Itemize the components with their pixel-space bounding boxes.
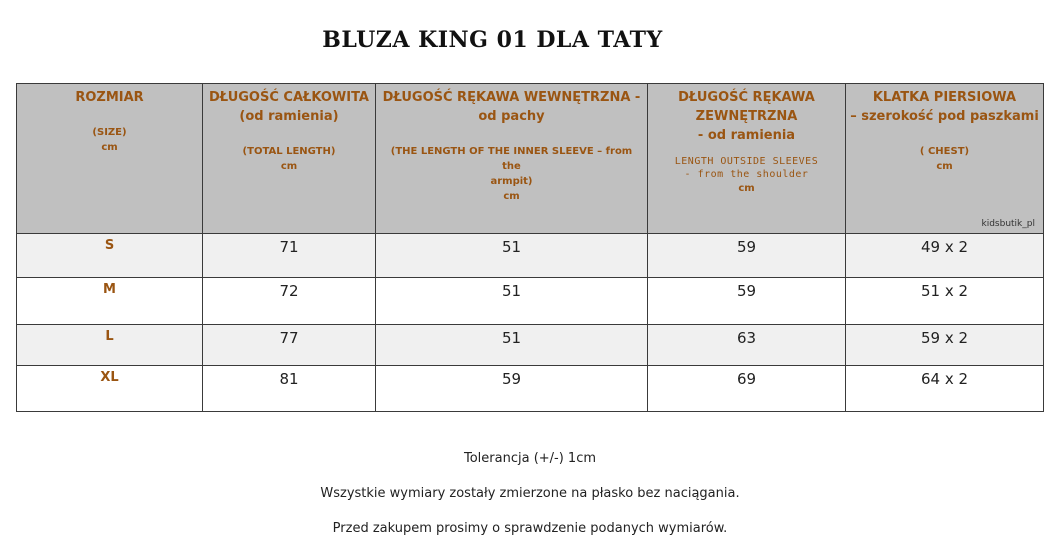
header-subtitle: armpit) <box>490 176 533 187</box>
header-unit: cm <box>503 191 520 202</box>
outer-sleeve-cell: 59 <box>648 234 846 278</box>
header-size <box>17 84 203 234</box>
header-subtitle: - from the shoulder <box>684 169 809 180</box>
chest-cell: 64 x 2 <box>846 366 1044 412</box>
chest-cell: 59 x 2 <box>846 325 1044 366</box>
header-title: od pachy <box>478 109 545 124</box>
header-outer-sleeve <box>648 84 846 234</box>
page-title: BLUZA KING 01 DLA TATY <box>322 27 663 53</box>
header-title: DŁUGOŚĆ RĘKAWA WEWNĘTRZNA - <box>382 90 641 105</box>
header-title: ZEWNĘTRZNA <box>695 109 798 124</box>
measurement-note: Wszystkie wymiary zostały zmierzone na płasko bez naciągania. <box>320 486 740 501</box>
header-unit: cm <box>101 142 118 153</box>
inner-sleeve-cell: 59 <box>376 366 648 412</box>
size-cell: S <box>17 234 203 278</box>
header-unit: cm <box>280 161 298 172</box>
size-cell: L <box>17 325 203 366</box>
size-cell: M <box>17 278 203 325</box>
check-note: Przed zakupem prosimy o sprawdzenie podanych wymiarów. <box>332 521 728 536</box>
header-unit: cm <box>936 161 953 172</box>
header-total-length <box>203 84 376 234</box>
header-chest <box>846 84 1044 234</box>
header-title: - od ramienia <box>697 128 796 143</box>
header-subtitle: LENGTH OUTSIDE SLEEVES <box>674 156 819 167</box>
size-table <box>16 83 1044 412</box>
length-cell: 71 <box>203 234 376 278</box>
header-inner-sleeve <box>376 84 648 234</box>
inner-sleeve-cell: 51 <box>376 234 648 278</box>
table-row <box>17 234 1044 278</box>
length-cell: 77 <box>203 325 376 366</box>
length-cell: 72 <box>203 278 376 325</box>
header-title: DŁUGOŚĆ RĘKAWA <box>678 90 815 105</box>
inner-sleeve-cell: 51 <box>376 278 648 325</box>
watermark-text: kidsbutik_pl <box>981 219 1035 229</box>
table-row <box>17 325 1044 366</box>
header-title: – szerokość pod paszkami <box>850 109 1039 124</box>
table-row <box>17 278 1044 325</box>
header-row <box>17 84 1044 234</box>
outer-sleeve-cell: 63 <box>648 325 846 366</box>
header-subtitle: (THE LENGTH OF THE INNER SLEEVE – from the <box>390 146 633 172</box>
table-row <box>17 366 1044 412</box>
size-cell: XL <box>17 366 203 412</box>
chest-cell: 49 x 2 <box>846 234 1044 278</box>
chest-cell: 51 x 2 <box>846 278 1044 325</box>
outer-sleeve-cell: 69 <box>648 366 846 412</box>
length-cell: 81 <box>203 366 376 412</box>
header-title: ROZMIAR <box>75 90 144 105</box>
header-title: DŁUGOŚĆ CAŁKOWITA <box>209 90 369 105</box>
header-title: (od ramienia) <box>239 109 339 124</box>
header-subtitle: (TOTAL LENGTH) <box>242 146 336 157</box>
inner-sleeve-cell: 51 <box>376 325 648 366</box>
header-title: KLATKA PIERSIOWA <box>872 90 1017 105</box>
outer-sleeve-cell: 59 <box>648 278 846 325</box>
header-subtitle: ( CHEST) <box>919 146 970 157</box>
header-unit: cm <box>738 183 755 194</box>
header-subtitle: (SIZE) <box>92 127 127 138</box>
tolerance-note: Tolerancja (+/-) 1cm <box>463 451 597 466</box>
